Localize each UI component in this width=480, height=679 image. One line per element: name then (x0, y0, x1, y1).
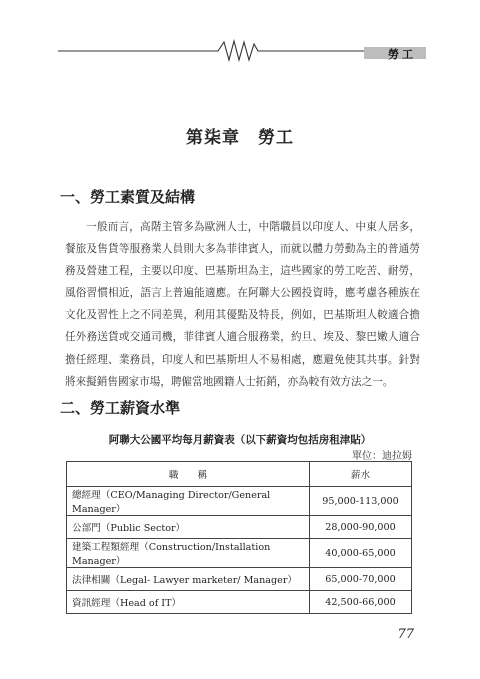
heartbeat-line-icon (58, 38, 364, 64)
salary-cell: 40,000-65,000 (310, 539, 412, 568)
salary-cell: 65,000-70,000 (310, 568, 412, 591)
table-row (67, 516, 412, 539)
page-number: 77 (397, 627, 414, 642)
header-section-tag (364, 47, 426, 59)
salary-cell: 28,000-90,000 (310, 516, 412, 539)
job-title-cell: 資訊經理（Head of IT） (67, 591, 310, 614)
section-heading-wage-level: 二、勞工薪資水準 (60, 399, 181, 417)
table-row (67, 487, 412, 516)
salary-cell: 95,000-113,000 (310, 487, 412, 516)
section-heading-labor-quality: 一、勞工素質及結構 (60, 188, 196, 206)
table-row (67, 591, 412, 614)
body-paragraph (65, 216, 420, 393)
table-row (67, 568, 412, 591)
job-title-cell: 法律相關（Legal- Lawyer marketer/ Manager） (67, 568, 310, 591)
header-tag-label: 勞工 (388, 48, 416, 61)
paragraph-text: 一般而言，高階主管多為歐洲人士，中階職員以印度人、中東人居多，餐旅及售貨等服務業人員則大多為菲律賓人，而就以體力勞動為主的普通勞務及營建工程，主要以印度、巴基斯坦為主，這些國家的勞工吃苦、耐勞，風俗習慣相近，語言上普遍能適應。在阿聯大公國投資時，應考慮各種族在文化及習性上之不同差異，利用其優點及特長，例如，巴基斯坦人較適合擔任外務送貨或交通司機，菲律賓人適合服務業，約旦、埃及、黎巴嫩人適合擔任經理、業務員，印度人和巴基斯坦人不易相處，應避免使其共事。針對將來擬銷售國家市場，聘僱當地國籍人士拓銷，亦為較有效方法之一。 (65, 221, 420, 388)
chapter-title: 第柒章 勞工 (186, 128, 294, 148)
job-title-cell: 建築工程類經理（Construction/Installation Manager） (67, 539, 310, 568)
salary-cell: 42,500-66,000 (310, 591, 412, 614)
table-header-row (67, 462, 412, 487)
header-salary: 薪水 (310, 462, 412, 487)
header-job-title: 職 稱 (67, 462, 310, 487)
job-title-cell: 公部門（Public Sector） (67, 516, 310, 539)
table-caption: 阿聯大公國平均每月薪資表（以下薪資均包括房租津貼） (108, 434, 372, 446)
table-unit: 單位：迪拉姆 (352, 451, 412, 462)
salary-table (66, 461, 412, 614)
job-title-cell: 總經理（CEO/Managing Director/General Manager） (67, 487, 310, 516)
running-header (58, 38, 426, 64)
table-row (67, 539, 412, 568)
